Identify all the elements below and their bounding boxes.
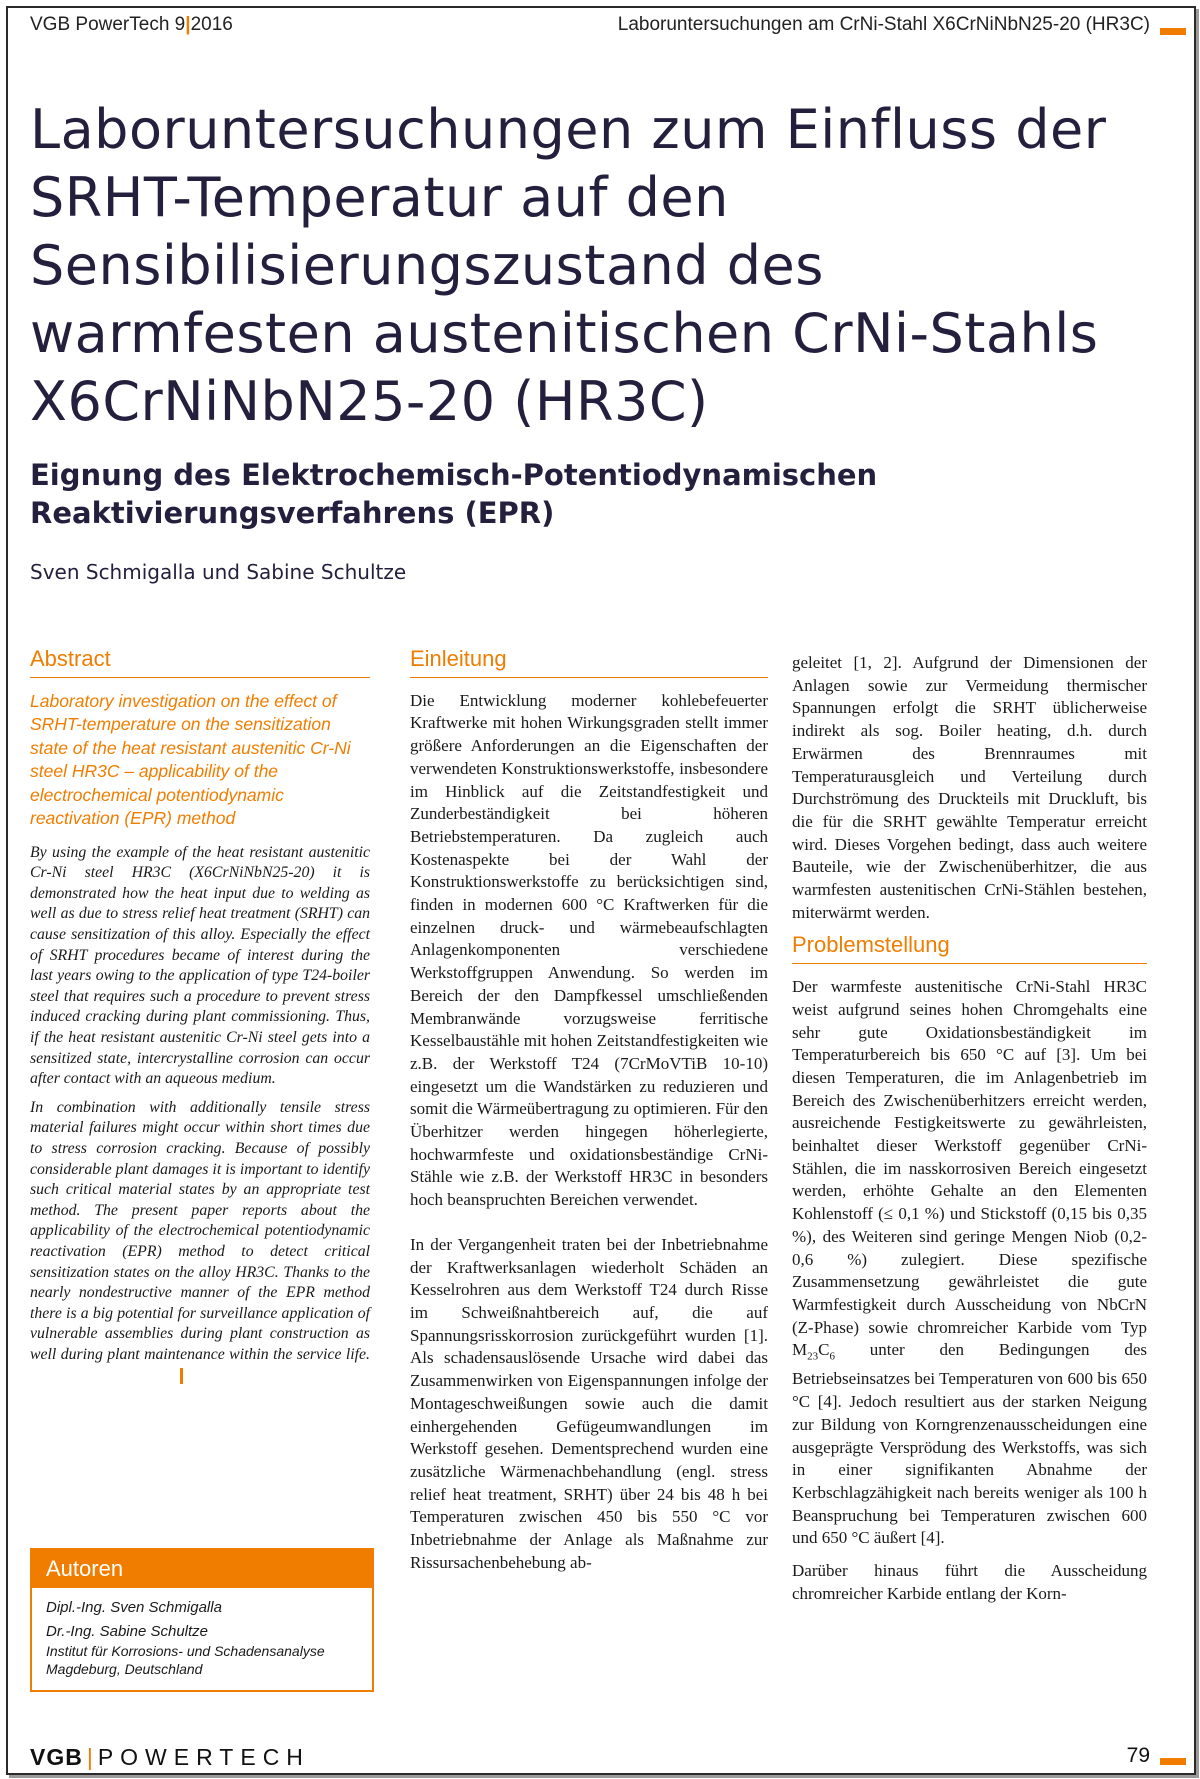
introduction-paragraph-1: Die Entwicklung moderner kohlebefeuerter Kraftwerke mit hohen Wirkungsgraden stellt immer größere Anforderungen an die Eigenschaften der verwendeten Konstruktionswerkstoffe, insbesondere im Hinblick auf die Zeitstandfestigkeit und Zunderbeständigkeit bei höheren Betriebstemperaturen. Da zugleich auch Kostenaspekte bei der Wahl der Konstruktionswerkstoffe zu berücksichtigen sind, finden in modernen 600 °C Kraftwerken für die einzelnen druck- und wärmebeaufschlagten Anlagenkomponenten verschiedene Werkstoffgruppen Anwendung. So werden im Bereich der den Dampfkessel umschließenden Membranwände vorzugsweise ferritische Kesselbaustähle mit hohen Zeitstandfestigkeiten wie z.B. der Werkstoff T24 (7CrMoVTiB 10-10) eingesetzt um die Wandstärken zu reduzieren und somit die Wärmeübertragung zu optimieren. Für den Überhitzer werden hingegen höherlegierte, hochwarmfeste und oxidationsbeständige CrNi-Stähle wie z.B. der Werkstoff HR3C in besonders hoch beanspruchten Bereichen verwendet. (410, 690, 769, 1210)
authors-box-heading: Autoren (32, 1550, 372, 1588)
header-separator: | (185, 14, 191, 35)
introduction-paragraph-2: In der Vergangenheit traten bei der Inbetriebnahme der Kraftwerksanlagen wiederholt Schäden an Kesselrohren aus dem Werkstoff T24 durch Risse im Schweißnahtbereich auf, die auf Spannungsrisskorrosion zurückgeführt wurden [1]. Als schadensauslösende Ursache wird dabei das Zusammenwirken von Eigenspannungen infolge der Montageschweißungen sowie auch die damit einhergehenden Gefügeumwandlungen im Werkstoff gesehen. Dementsprechend wurden eine zusätzliche Wärmenachbehandlung (engl. stress relief heat treatment, SRHT) über 24 bis 48 h bei Temperaturen zwischen 450 bis 550 °C vor Inbetriebnahme der Anlage als Maßnahme zur Rissursachenbehebung ab- (410, 1234, 768, 1572)
running-title: Laboruntersuchungen am CrNi-Stahl X6CrNiNbN25-20 (HR3C) (617, 14, 1150, 35)
subscript-23: 23 (807, 1350, 819, 1363)
article-authors: Sven Schmigalla und Sabine Schultze (30, 560, 407, 584)
problem-paragraph-2: Darüber hinaus führt die Ausscheidung chromreicher Karbide entlang der Korn- (792, 1561, 1147, 1603)
journal-header (30, 14, 233, 36)
abstract-column (30, 648, 370, 1394)
article-title: Laboruntersuchungen zum Einfluss der SRHT-Temperatur auf den Sensibilisierungszustand des warmfesten austenitischen CrNi-Stahls X6CrNiNbN25-20 (HR3C) (30, 98, 1107, 433)
introduction-column (410, 648, 768, 1584)
journal-name: VGB PowerTech 9 (30, 14, 186, 35)
abstract-heading: Abstract (30, 648, 370, 678)
vgb-logo-text: VGB (30, 1744, 83, 1770)
introduction-heading: Einleitung (410, 648, 768, 678)
footer-accent-tab (1160, 1758, 1186, 1765)
authors-box-body (32, 1588, 372, 1688)
carbide-c: C (818, 1340, 830, 1360)
page-number: 79 (1126, 1744, 1150, 1767)
problem-paragraph-1-a: Der warmfeste austenitische CrNi-Stahl HR3C weist aufgrund seines hohen Chromgehalts eine sehr gute Oxidationsbeständigkeit im Temperaturbereich bis 650 °C auf [3]. Um bei diesen Temperaturen, die im Anlagenbetrieb im Bereich des Zwischenüberhitzers erreicht werden, ausreichende Festigkeitswerte zu gewährleisten, beinhaltet dieser Werkstoff gegenüber CrNi-Stählen, die im nasskorrosiven Bereich eingesetzt werden, erhöhte Gehalte an den Elementen Kohlenstoff (≤ 0,1 %) und Stickstoff (0,15 bis 0,35 %), des Weiteren sind geringe Mengen Niob (0,2-0,6 %) zulegiert. Diese spezifische Zusammensetzung gewährleistet die gute Warmfestigkeit durch Ausscheidung von NbCrN (Z-Phase) sowie chromreicher Karbide vom Typ M (792, 977, 1147, 1360)
end-mark (180, 1368, 183, 1384)
subscript-6: 6 (829, 1350, 835, 1363)
continued-paragraph: geleitet [1, 2]. Aufgrund der Dimensionen der Anlagen sowie zur Vermeidung thermischer Spannungen erfolgt die SRHT üblicherweise indirekt als sog. Boiler heating, d.h. durch Erwärmen des Brennraumes mit Temperaturausgleich und Verteilung durch Durchströmung des Druckteils mit Druckluft, bis die für die SRHT gewählte Temperatur erreicht wird. Dieses Vorgehen bedingt, dass auch weitere Bauteile, wie der Zwischenüberhitzer, die aus warmfesten austenitischen CrNi-Stählen bestehen, miterwärmt werden. (792, 653, 1147, 922)
author-1: Dipl.-Ing. Sven Schmigalla (46, 1599, 222, 1616)
problem-paragraph-1-b: unter den Bedingungen des Betriebseinsatzes bei Temperaturen von 600 bis 650 °C [4]. Jedoch resultiert aus der starken Neigung zur Bildung von Korngrenzenausscheidungen eine ausgeprägte Versprödung des Werkstoffs, was sich in einer signifikanten Abnahme der Kerbschlagzähigkeit nach bereits weniger als 100 h Beanspruchung bei Temperaturen zwischen 600 und 650 °C äußert [4]. (792, 1340, 1147, 1548)
abstract-paragraph-1: By using the example of the heat resistant austenitic Cr-Ni steel HR3C (X6CrNiNbN25-20) it is demonstrated how the heat input due to welding as well as due to stress relief heat treatment (SRHT) can cause sensitization of this alloy. Especially the effect of SRHT procedures became of interest during the last years owing to the application of type T24-boiler steel that requires such a procedure to prevent stress induced cracking during plant commissioning. Thus, if the heat resistant austenitic Cr-Ni steel gets into a sensitized state, intercrystalline corrosion can occur after contact with an aqueous medium. (30, 843, 370, 1088)
authors-box (30, 1548, 374, 1692)
powertech-logo-text: POWERTECH (97, 1744, 310, 1770)
problem-column (792, 652, 1147, 1616)
abstract-paragraph-2-text: In combination with additionally tensile stress material failures might occur within short times due to stress corrosion cracking. Because of possibly considerable plant damages it is important to identify such critical material states by an appropriate test method. The present paper reports about the applicability of the electrochemical potentiodynamic reactivation (EPR) method to detect critical sensitization states on the alloy HR3C. Thanks to the nearly nondestructive manner of the EPR method there is a big potential for surveillance application of vulnerable assemblies during plant construction as well during plant maintenance within the service life. (30, 1098, 370, 1363)
article-subtitle: Eignung des Elektrochemisch-Potentiodynamischen Reaktivierungsverfahrens (EPR) (30, 458, 878, 530)
author-location: Magdeburg, Deutschland (46, 1661, 203, 1677)
logo-separator: | (86, 1744, 94, 1770)
problem-heading: Problemstellung (792, 934, 1147, 964)
problem-paragraph-1 (792, 976, 1147, 1550)
author-2: Dr.-Ing. Sabine Schultze (46, 1623, 209, 1640)
abstract-english-title: Laboratory investigation on the effect of SRHT-temperature on the sensitization state of the heat resistant austenitic Cr-Ni steel HR3C – applicability of the electrochemical potentiodynamic reactivation (EPR) method (30, 690, 351, 829)
author-institute: Institut für Korrosions- und Schadensanalyse (46, 1643, 325, 1659)
abstract-paragraph-2 (30, 1098, 370, 1386)
journal-year: 2016 (190, 14, 233, 35)
vgb-logo (30, 1744, 310, 1771)
header-accent-tab (1160, 28, 1186, 35)
